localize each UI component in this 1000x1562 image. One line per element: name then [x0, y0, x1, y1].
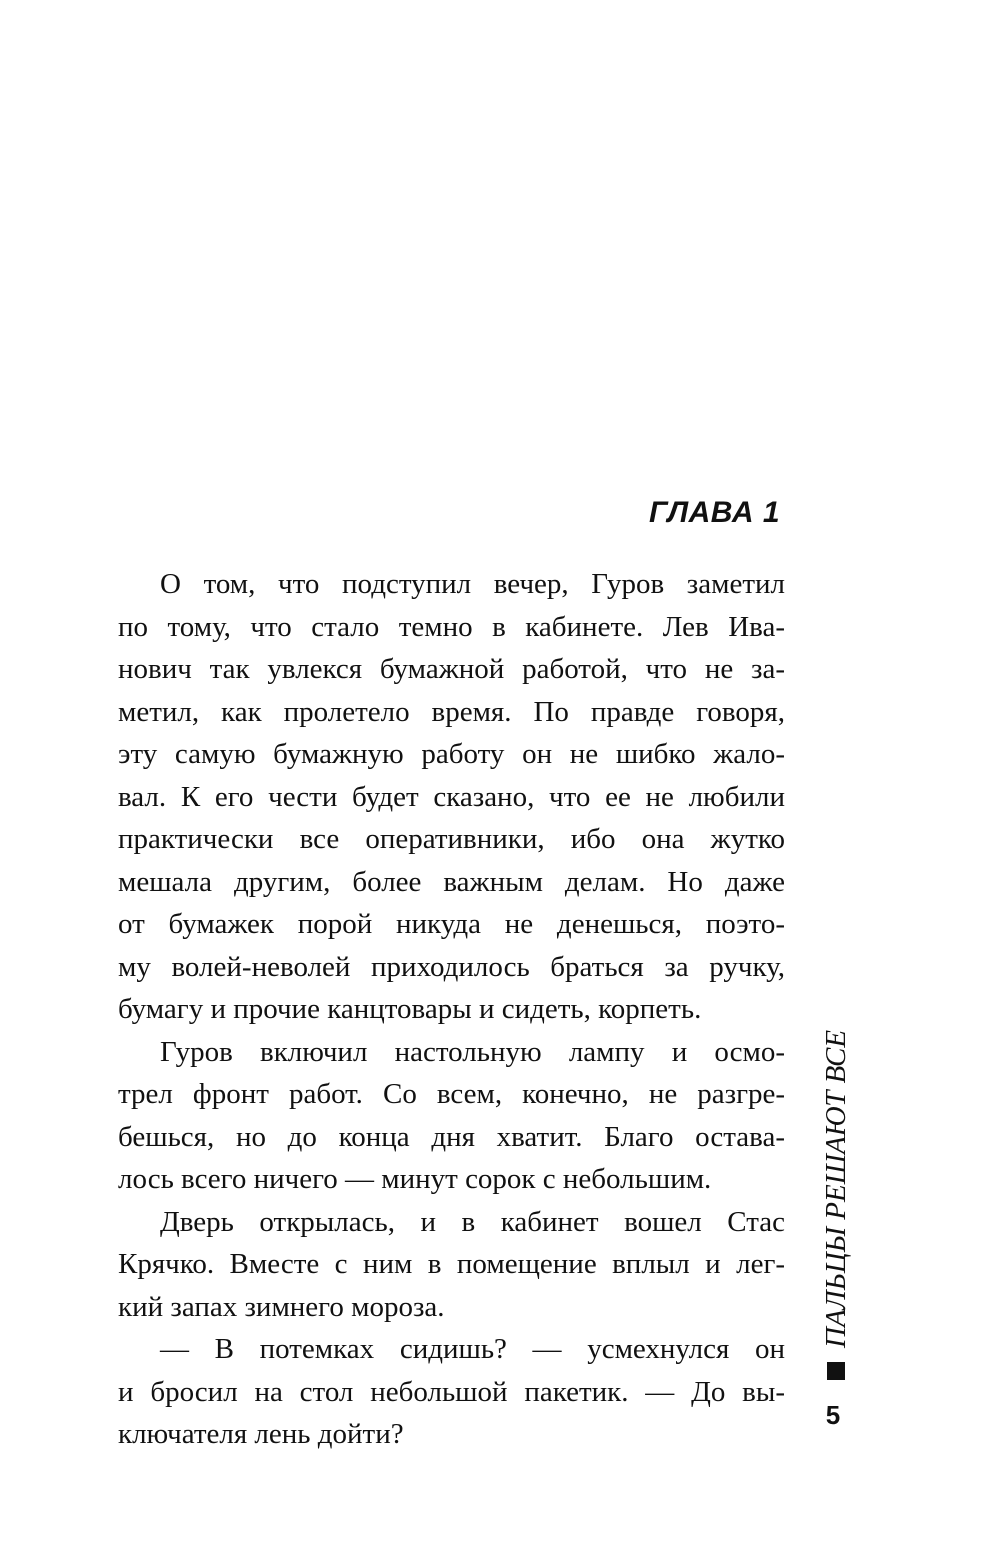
chapter-title: ГЛАВА 1 — [649, 496, 780, 529]
text-line: — В потемках сидишь? — усмехнулся он — [160, 1333, 785, 1365]
text-line: и бросил на стол небольшой пакетик. — До вы- — [118, 1375, 785, 1408]
text-line: бумагу и прочие канцтовары и сидеть, корпеть. — [118, 993, 702, 1025]
text-line: от бумажек порой никуда не денешься, поэто- — [118, 908, 785, 940]
text-line: практически все оперативники, ибо она жутко — [118, 823, 785, 855]
text-line: метил, как пролетело время. По правде говоря, — [118, 695, 785, 728]
text-line: нович так увлекся бумажной работой, что не за- — [118, 653, 785, 685]
running-head — [816, 1000, 856, 1380]
text-line: Крячко. Вместе с ним в помещение вплыл и лег- — [118, 1248, 785, 1280]
running-head-title: ПАЛЬЦЫ РЕШАЮТ ВСЕ — [820, 1029, 852, 1348]
text-line: О том, что подступил вечер, Гуров заметил — [160, 568, 785, 600]
text-line: лось всего ничего — минут сорок с небольшим. — [118, 1163, 712, 1195]
text-line: по тому, что стало темно в кабинете. Лев Ива- — [118, 610, 785, 643]
text-line: вал. К его чести будет сказано, что ее не любили — [118, 780, 785, 813]
text-line: эту самую бумажную работу он не шибко жало- — [118, 738, 785, 770]
page-number: 5 — [825, 1400, 841, 1430]
text-line: бешься, но до конца дня хватит. Благо остава- — [118, 1120, 785, 1153]
text-line: му волей-неволей приходилось браться за ручку, — [118, 950, 785, 983]
text-line: мешала другим, более важным делам. Но даже — [118, 865, 785, 898]
text-line: ключателя лень дойти? — [118, 1418, 404, 1450]
text-line: Гуров включил настольную лампу и осмо- — [160, 1035, 785, 1068]
text-line: кий запах зимнего мороза. — [118, 1290, 445, 1323]
text-line: Дверь открылась, и в кабинет вошел Стас — [160, 1205, 785, 1238]
black-square-icon — [827, 1362, 845, 1380]
body-text — [118, 563, 785, 1456]
text-line: трел фронт работ. Со всем, конечно, не разгре- — [118, 1078, 785, 1110]
